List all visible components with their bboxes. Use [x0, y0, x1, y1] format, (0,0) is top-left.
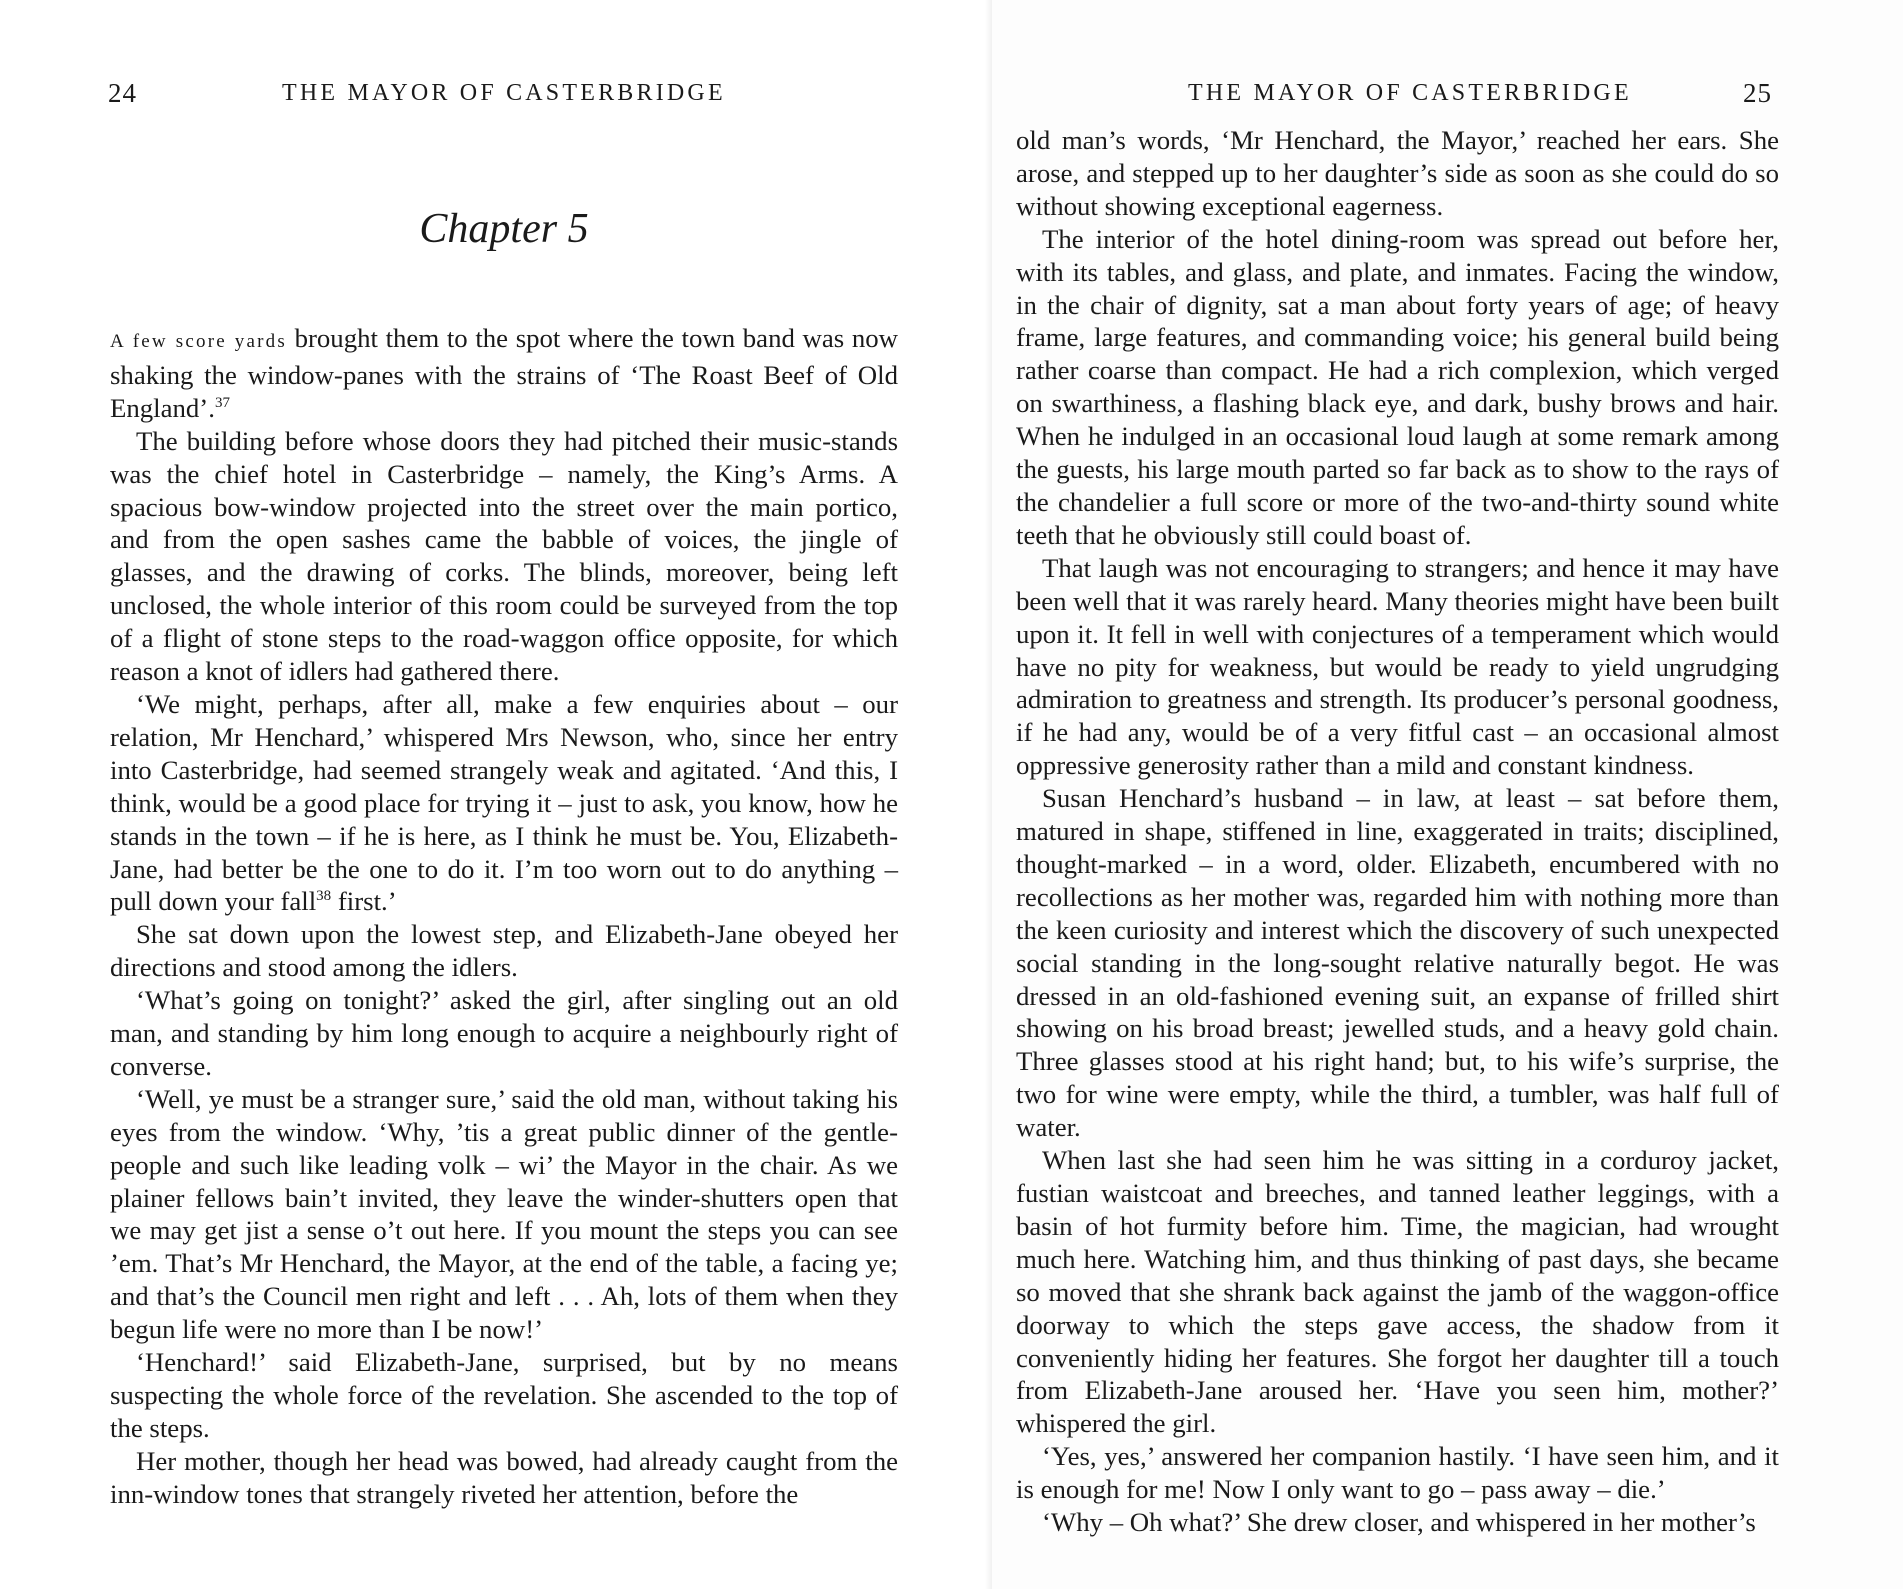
paragraph: That laugh was not encouraging to strangers; and hence it may have been well that it was rarely heard. Many theories might have been built upon it. It fell in well with conjectures of a temperament which would have no pity for weakness, but would be ready to yield ungrudging admiration to greatness and strength. Its producer’s personal goodness, if he had any, would be of a very fitful cast – an occasional almost oppressive generosity rather than a mild and constant kindness.	[1016, 552, 1779, 781]
note-ref: 38	[316, 888, 332, 905]
chapter-title: Chapter 5	[419, 206, 589, 252]
whisper-paragraph	[110, 688, 898, 918]
page-number: 25	[1743, 78, 1772, 108]
opening-smallcaps: A few score yards	[110, 331, 287, 352]
paragraph: ‘Yes, yes,’ answered her companion hastily. ‘I have seen him, and it is enough for me! Now I only want to go – pass away – die.’	[1016, 1441, 1779, 1505]
paragraph: Her mother, though her head was bowed, had already caught from the inn-window tones that strangely riveted her attention, before the	[110, 1445, 898, 1509]
paragraph: The interior of the hotel dining-room was spread out before her, with its tables, and glass, and plate, and inmates. Facing the window, in the chair of dignity, sat a man about forty years of age; of heavy frame, large features, and commanding voice; his general build being rather coarse than compact. He had a rich complexion, which verged on swarthiness, a flashing black eye, and dark, bushy brows and hair. When he indulged in an occasional loud laugh at some remark among the guests, his large mouth parted so far back as to show to the rays of the chandelier a full score or more of the two-and-thirty sound white teeth that he obviously still could boast of.	[1016, 223, 1779, 550]
whisper-text: ‘We might, perhaps, after all, make a few enquiries about – our relation, Mr Henchard,’ whispered Mrs Newson, who, since her entry into Casterbridge, had seemed strangely weak and agitated. ‘And this, I think, would be a good place for trying it – just to ask, you know, how he stands in the town – if he is here, as I think he must be. You, Elizabeth-Jane, had better be the one to do it. I’m too worn out to do anything – pull down your fall	[110, 688, 898, 917]
paragraph: ‘Why – Oh what?’ She drew closer, and whispered in her mother’s	[1042, 1507, 1756, 1538]
opening-text: brought them to the spot where the town band was now shaking the window-panes with the strains of ‘The Roast Beef of Old England’.	[110, 323, 899, 423]
left-text-block	[110, 322, 898, 1511]
whisper-text-end: first.’	[331, 886, 397, 917]
continuation-paragraph: old man’s words, ‘Mr Henchard, the Mayor,’ reached her ears. She arose, and stepped up to her daughter’s side as soon as she could do so without showing exceptional eagerness.	[1016, 125, 1779, 221]
paragraph: Susan Henchard’s husband – in law, at least – sat before them, matured in shape, stiffened in line, exaggerated in traits; disciplined, thought-marked – in a word, older. Elizabeth, encumbered with no recollections as her mother was, regarded him with nothing more than the keen curiosity and interest which the discovery of such unexpected social standing in the long-sought relative naturally begot. He was dressed in an old-fashioned evening suit, an expanse of frilled shirt showing on his broad breast; jewelled studs, and a heavy gold chain. Three glasses stood at his right hand; but, to his wife’s surprise, the two for wine were empty, while the third, a tumbler, was half full of water.	[1016, 783, 1779, 1143]
paragraph: When last she had seen him he was sitting in a corduroy jacket, fustian waistcoat and breeches, and tanned leather leggings, with a basin of hot furmity before him. Time, the magician, had wrought much here. Watching him, and thus thinking of past days, she became so moved that she shrank back against the jamb of the waggon-office doorway to which the steps gave access, the shadow from it conveniently hiding her features. She forgot her daughter till a touch from Elizabeth-Jane aroused her. ‘Have you seen him, mother?’ whispered the girl.	[1016, 1145, 1779, 1439]
page-number: 24	[108, 78, 137, 108]
opening-paragraph	[110, 322, 898, 425]
running-head: THE MAYOR OF CASTERBRIDGE	[1188, 80, 1632, 106]
paragraph: She sat down upon the lowest step, and Elizabeth-Jane obeyed her directions and stood among the idlers.	[110, 919, 898, 983]
paragraph: ‘Well, ye must be a stranger sure,’ said the old man, without taking his eyes from the window. ‘Why, ’tis a great public dinner of the gentle-people and such like leading volk – wi’ the Mayor in the chair. As we plainer fellows bain’t invited, they leave the winder-shutters open that we may get jist a sense o’t out here. If you mount the steps you can see ’em. That’s Mr Henchard, the Mayor, at the end of the table, a facing ye; and that’s the Council men right and left . . . Ah, lots of them when they begun life were no more than I be now!’	[110, 1083, 898, 1345]
paragraph: ‘What’s going on tonight?’ asked the girl, after singling out an old man, and standing by him long enough to acquire a neighbourly right of converse.	[110, 985, 898, 1081]
note-ref: 37	[214, 394, 230, 411]
right-text-block	[1016, 124, 1779, 1539]
paragraph: ‘Henchard!’ said Elizabeth-Jane, surprised, but by no means suspecting the whole force of the revelation. She ascended to the top of the steps.	[110, 1347, 898, 1443]
right-page	[992, 0, 1903, 1589]
running-head: THE MAYOR OF CASTERBRIDGE	[282, 80, 726, 106]
paragraph: The building before whose doors they had pitched their music-stands was the chief hotel in Casterbridge – namely, the King’s Arms. A spacious bow-window projected into the street over the main portico, and from the open sashes came the babble of voices, the jingle of glasses, and the drawing of corks. The blinds, moreover, being left unclosed, the whole interior of this room could be surveyed from the top of a flight of stone steps to the road-waggon office opposite, for which reason a knot of idlers had gathered there.	[110, 425, 898, 687]
